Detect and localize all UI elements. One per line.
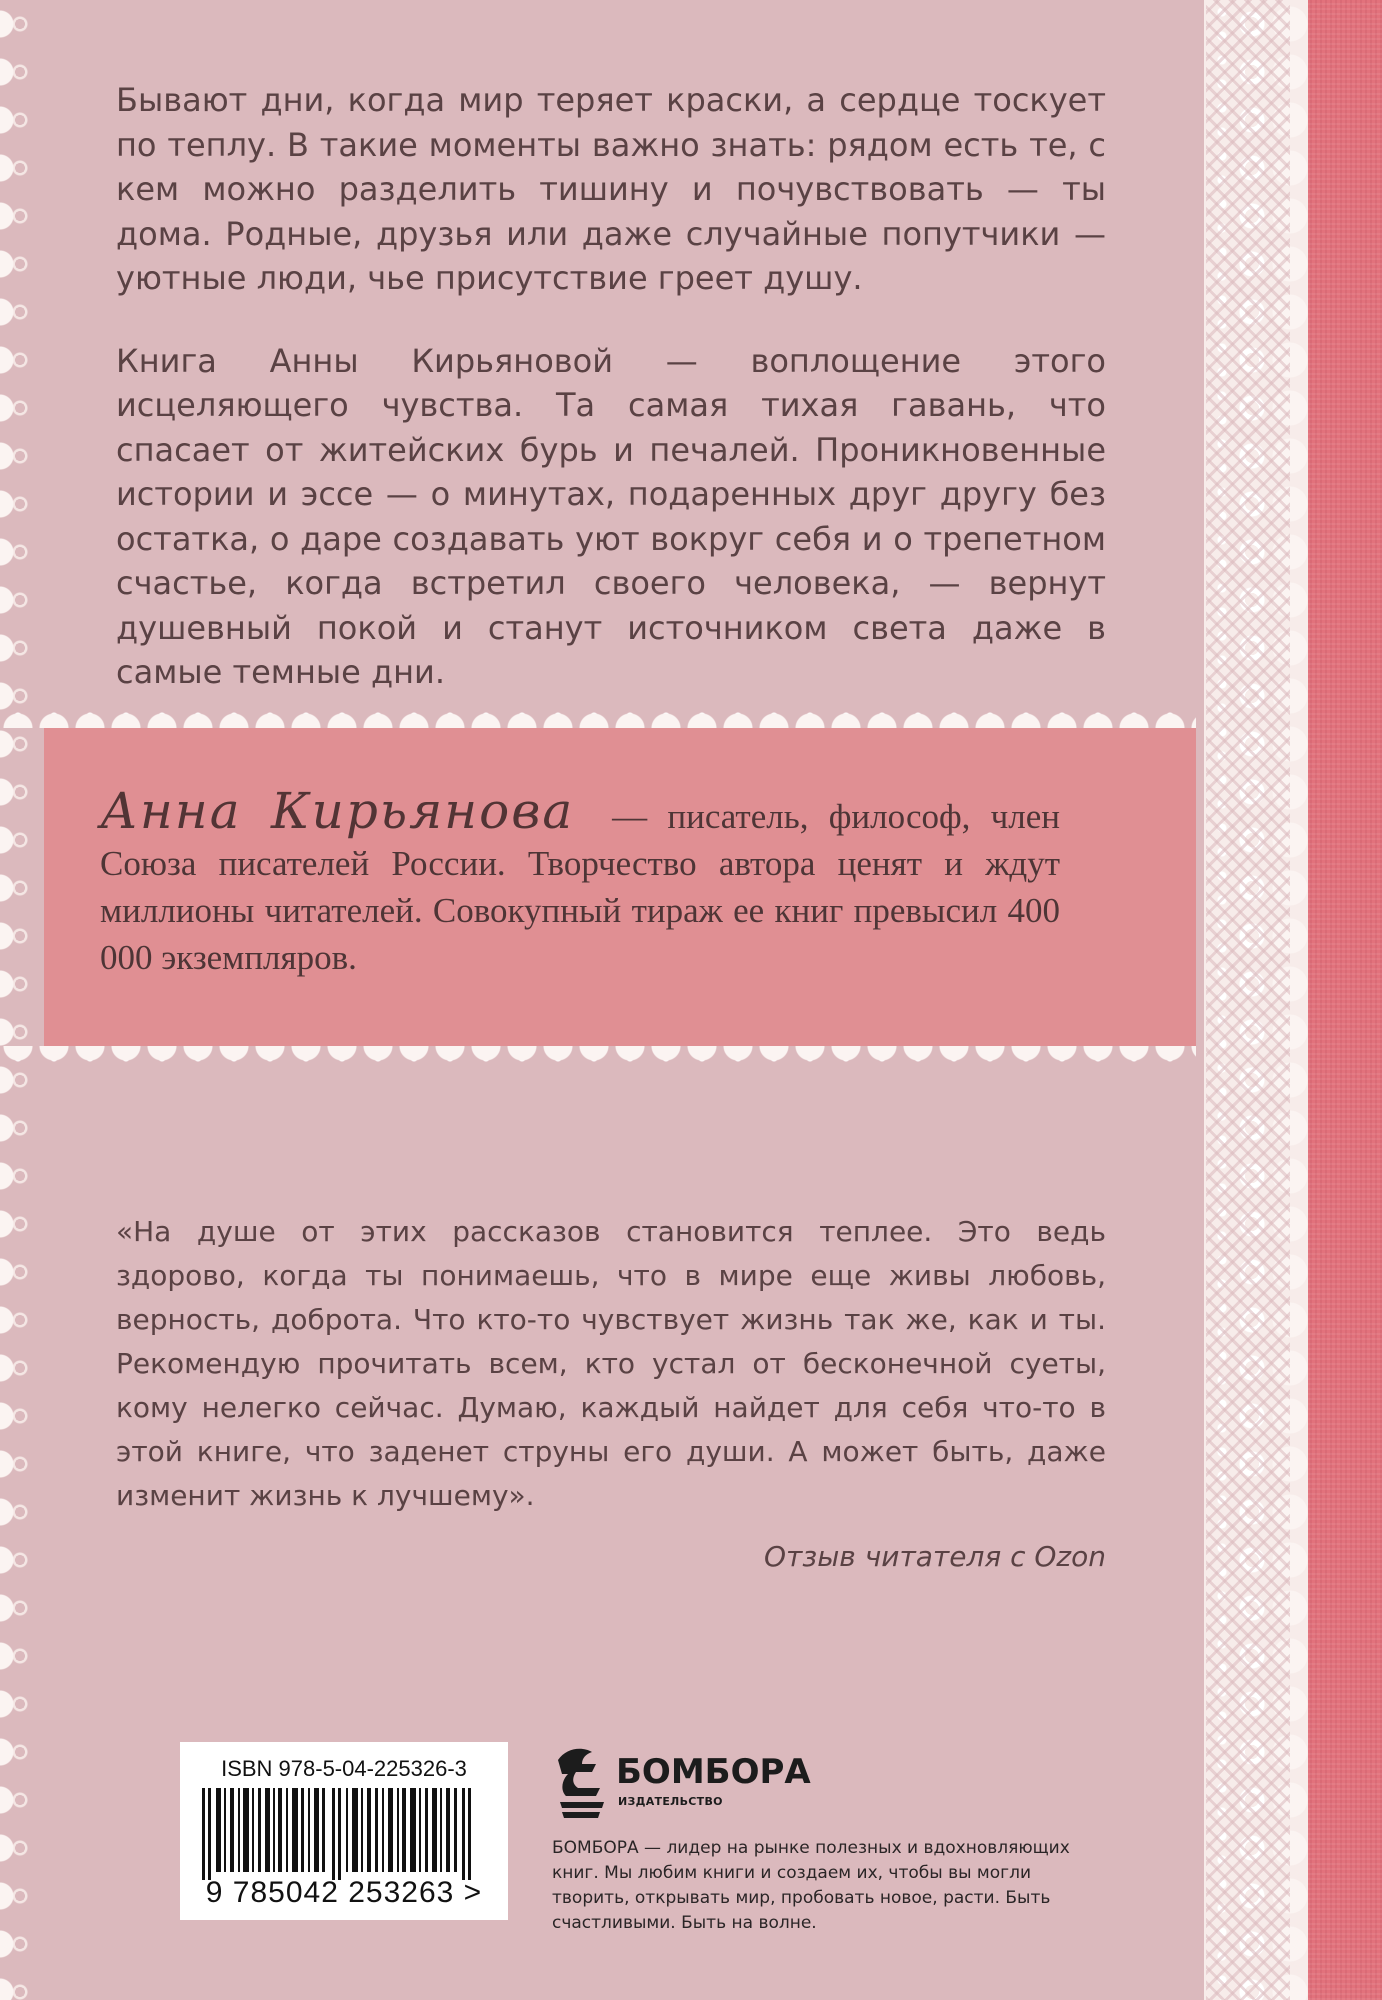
reader-review-quote: «На душе от этих рассказов становится теплее. Это ведь здорово, когда ты понимаешь, что в мире еще живы любовь, верность, доброта. Что кто-то чувствует жизнь так же, как и ты. Рекомендую прочитать всем, кто устал от бесконечной суеты, кому нелегко сейчас. Думаю, каждый найдет для себя что-то в этой книге, что заденет струны его души. А может быть, даже изменит жизнь к лучшему». bbox=[116, 1215, 1106, 1512]
publisher-name: БОМБОРА bbox=[616, 1752, 811, 1792]
publisher-description: БОМБОРА — лидер на рынке полезных и вдохновляющих книг. Мы любим книги и создаем их, чтобы вы могли творить, открывать мир, пробовать новое, расти. Быть счастливыми. Быть на волне. bbox=[552, 1838, 1070, 1933]
isbn-number: ISBN 978-5-04-225326-3 bbox=[221, 1756, 467, 1781]
author-name: Анна Кирьянова bbox=[100, 782, 575, 840]
intro-text bbox=[116, 78, 1106, 695]
right-lace-ribbon bbox=[1196, 0, 1308, 2000]
barcode-bars bbox=[202, 1788, 486, 1880]
author-bio-text: — писатель, философ, член Союза писателей России. Творчество автора ценят и ждут миллионы читателей. Совокупный тираж ее книг превысил 400 000 экземпляров. bbox=[100, 797, 1060, 977]
intro-paragraph-2: Книга Анны Кирьяновой — воплощение этого исцеляющего чувства. Та самая тихая гавань, что спасает от житейских бурь и печалей. Проникновенные истории и эссе — о минутах, подаренных друг другу без остатка, о даре создавать уют вокруг себя и о трепетном счастье, когда встретил своего человека, — вернут душевный покой и станут источником света даже в самые темные дни. bbox=[116, 341, 1106, 691]
author-bio bbox=[100, 782, 1060, 981]
isbn-barcode bbox=[180, 1742, 508, 1920]
intro-paragraph-1: Бывают дни, когда мир теряет краски, а сердце тоскует по теплу. В такие моменты важно знать: рядом есть те, с кем можно разделить тишину и почувствовать — ты дома. Родные, друзья или даже случайные попутчики — уютные люди, чье присутствие греет душу. bbox=[116, 81, 1106, 297]
left-lace-border bbox=[0, 0, 44, 2000]
reader-review-source: Отзыв читателя с Ozon bbox=[763, 1540, 1106, 1573]
band-lace-top bbox=[0, 694, 1196, 728]
publisher-subtitle: ИЗДАТЕЛЬСТВО bbox=[618, 1795, 723, 1808]
band-lace-bottom bbox=[0, 1046, 1196, 1080]
barcode-digits: 9 785042 253263 > bbox=[205, 1876, 483, 1909]
